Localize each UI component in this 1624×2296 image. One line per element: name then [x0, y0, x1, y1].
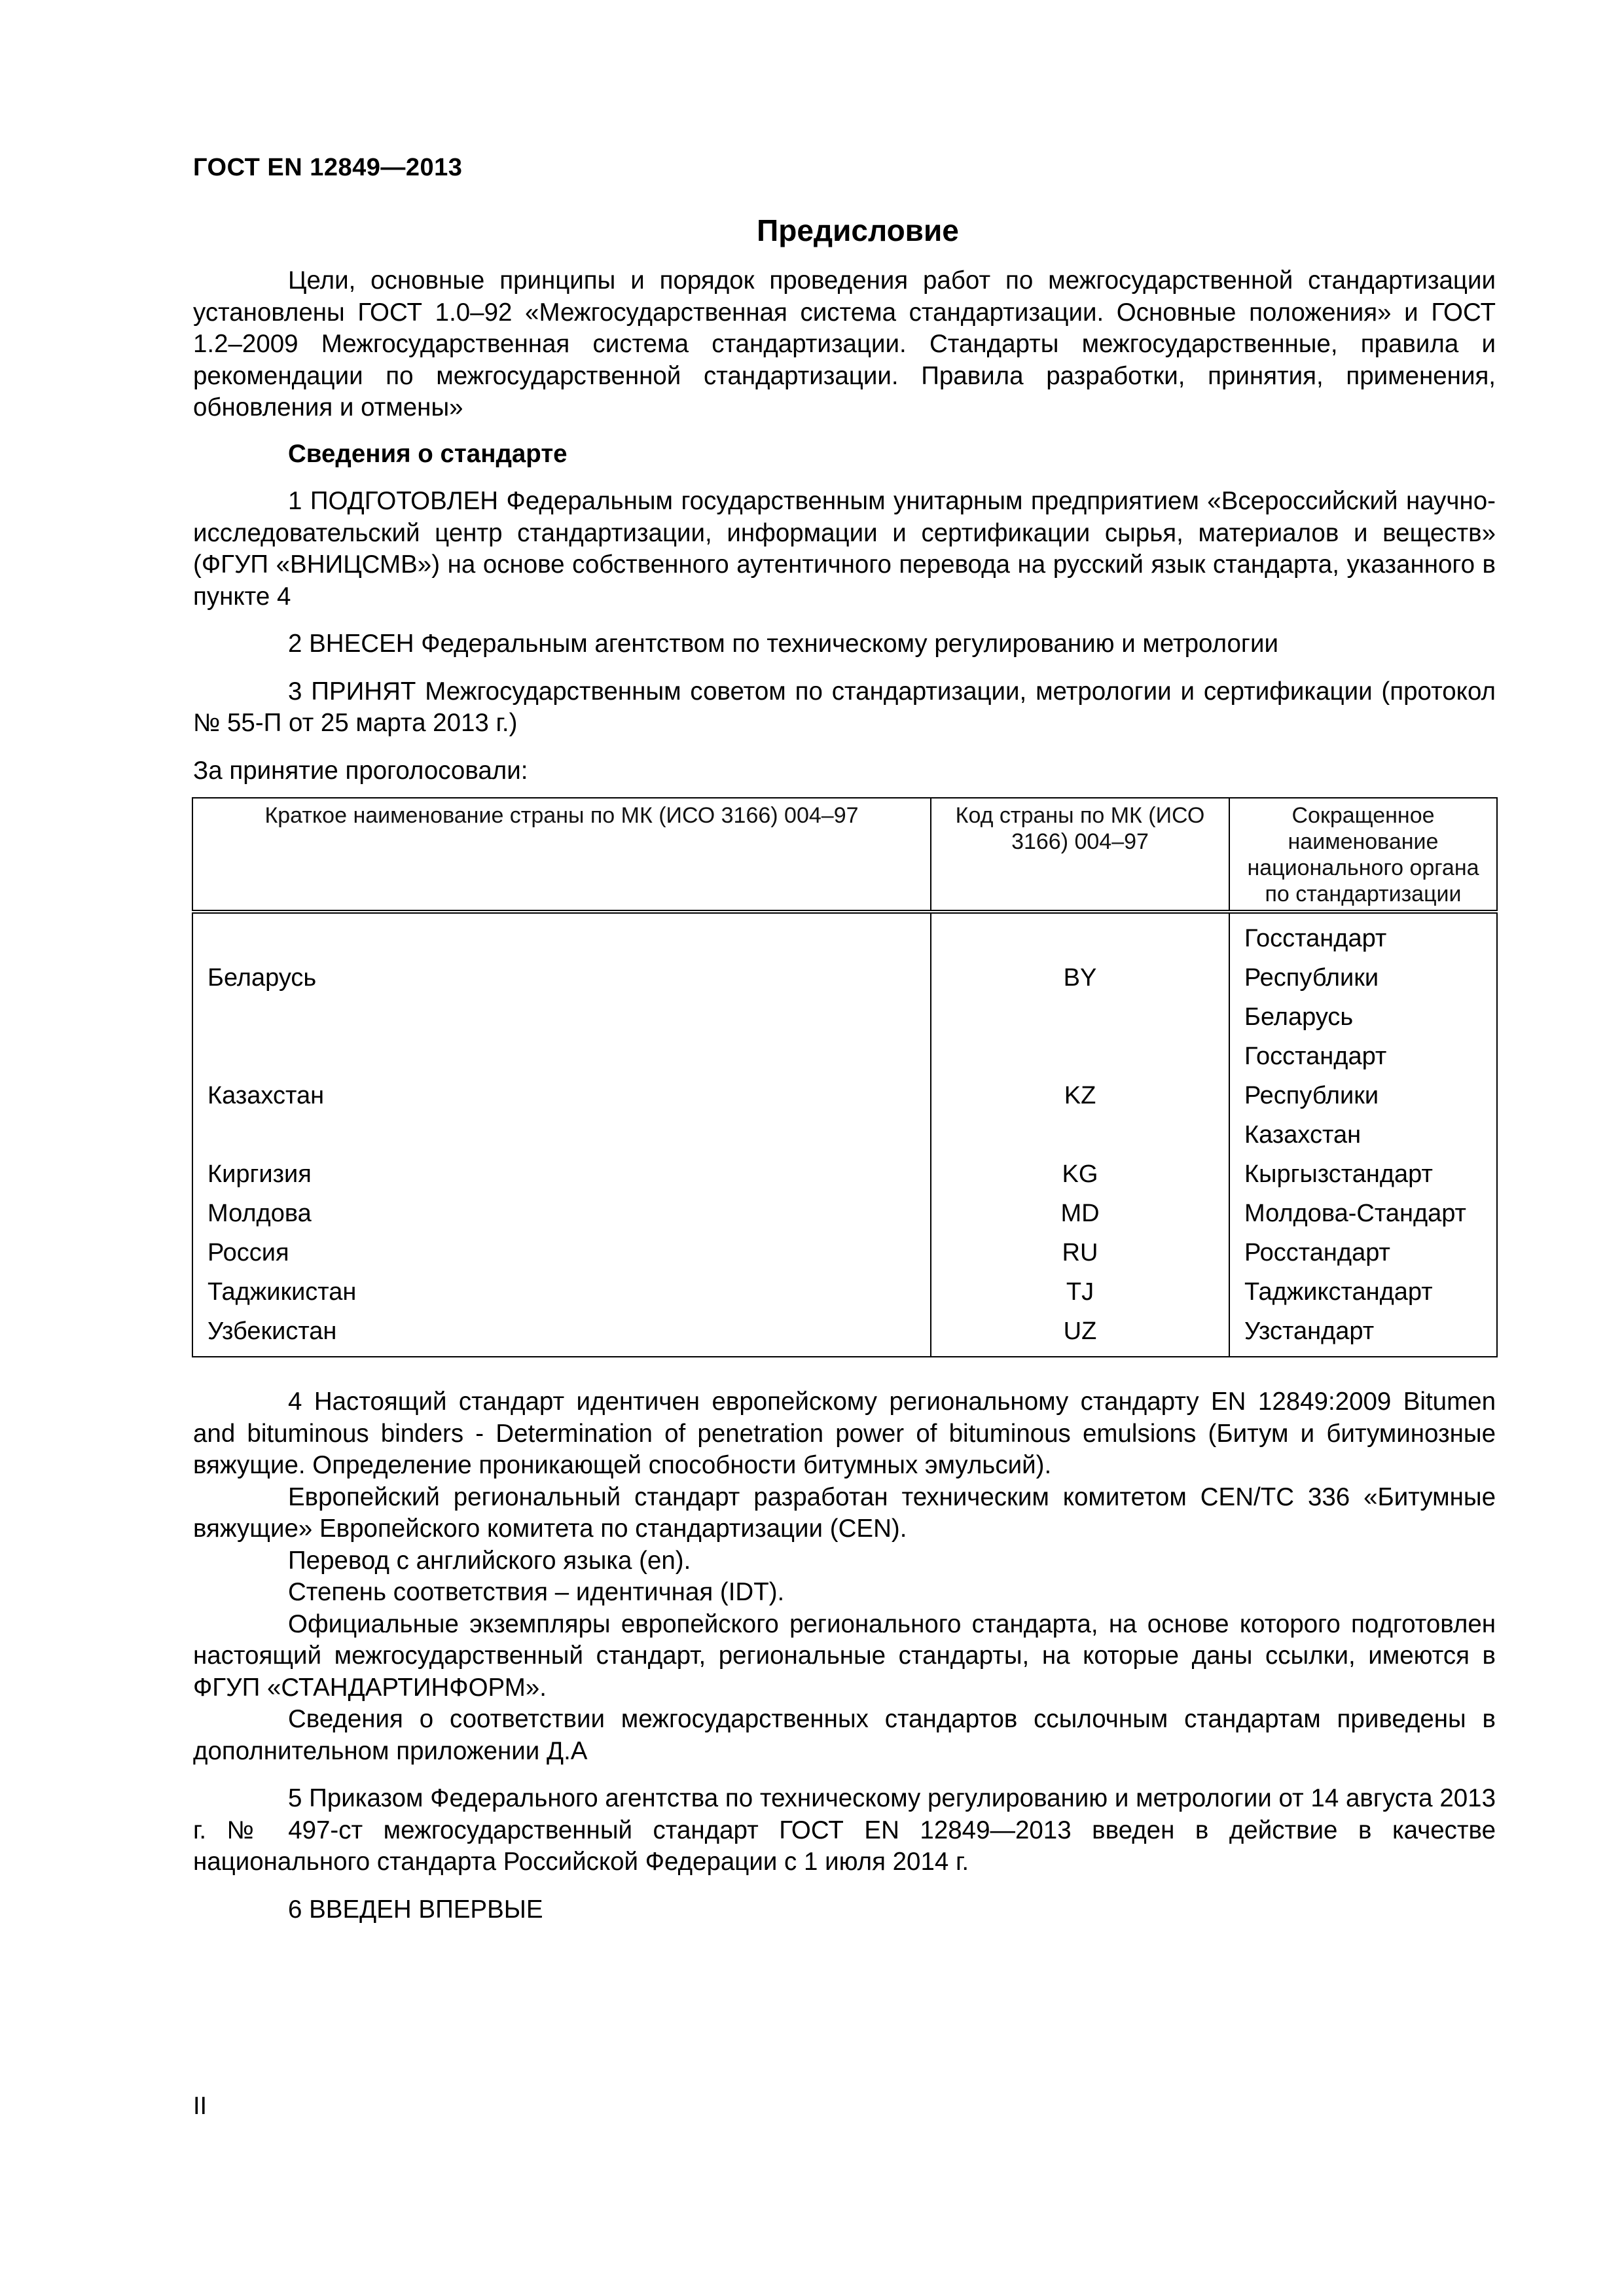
table-header-code: Код страны по МК (ИСО 3166) 004–97 — [931, 798, 1229, 912]
voted-label: За принятие проголосовали: — [193, 756, 528, 785]
table-cell-body: Росстандарт — [1229, 1233, 1497, 1272]
table-cell-country: Киргизия — [192, 1155, 931, 1194]
table-cell-body: Молдова-Стандарт — [1229, 1194, 1497, 1233]
intro-paragraph: Цели, основные принципы и порядок проведения работ по межгосударственной стандартизации установлены ГОСТ 1.0‒92 «Межгосударственная система стандартизации. Основные положения» и ГОСТ 1.2‒2009 Межгосударственная система стандартизации. Стандарты межгосударственные, правила и рекомендации по межгосударственной стандартизации. Правила разработки, принятия, применения, обновления и отмены» — [193, 266, 1496, 422]
table-cell-code: KG — [931, 1155, 1229, 1194]
paragraph-4-translation: Перевод с английского языка (en). — [288, 1546, 691, 1575]
paragraph-4-committee: Европейский региональный стандарт разработан техническим комитетом CEN/TC 336 «Битумные вяжущие» Европейского комитета по стандартизации (CEN). — [193, 1482, 1496, 1543]
table-row — [192, 1194, 1497, 1233]
table-cell-country: Узбекистан — [192, 1312, 931, 1357]
page-title: Предисловие — [757, 213, 959, 247]
table-row — [192, 1312, 1497, 1357]
table-cell-code: KZ — [931, 1037, 1229, 1155]
table-cell-body: Таджикстандарт — [1229, 1272, 1497, 1312]
paragraph-4-conformity: Степень соответствия – идентичная (IDT). — [288, 1578, 785, 1606]
section-heading: Сведения о стандарте — [288, 439, 568, 468]
table-header-country: Краткое наименование страны по МК (ИСО 3166) 004–97 — [192, 798, 931, 912]
table-cell-country: Беларусь — [192, 912, 931, 1037]
page-number: II — [193, 2092, 208, 2120]
table-cell-country: Россия — [192, 1233, 931, 1272]
table-cell-country: Таджикистан — [192, 1272, 931, 1312]
table-cell-code: BY — [931, 912, 1229, 1037]
table-cell-body: Госстандарт Республики Казахстан — [1229, 1037, 1497, 1155]
table-row — [192, 1272, 1497, 1312]
paragraph-1: 1 ПОДГОТОВЛЕН Федеральным государственным унитарным предприятием «Всероссийский научно-исследовательский центр стандартизации, информации и сертификации сырья, материалов и веществ» (ФГУП «ВНИЦСМВ») на основе собственного аутентичного перевода на русский язык стандарта, указанного в пункте 4 — [193, 487, 1496, 611]
document-body — [193, 265, 1496, 1926]
table-header-body: Сокращенное наименование национального органа по стандартизации — [1229, 798, 1497, 912]
table-cell-code: UZ — [931, 1312, 1229, 1357]
paragraph-2: 2 ВНЕСЕН Федеральным агентством по техническому регулированию и метрологии — [288, 630, 1278, 658]
table-cell-code: MD — [931, 1194, 1229, 1233]
table-cell-code: RU — [931, 1233, 1229, 1272]
paragraph-4-references: Сведения о соответствии межгосударственных стандартов ссылочным стандартам приведены в дополнительном приложении Д.А — [193, 1705, 1496, 1765]
document-code-header: ГОСТ EN 12849—2013 — [193, 154, 463, 181]
paragraph-4-official-copies: Официальные экземпляры европейского регионального стандарта, на основе которого подготовлен настоящий межгосударственный стандарт, региональные стандарты, на которые даны ссылки, имеются в ФГУП «СТАНДАРТИНФОРМ». — [193, 1609, 1496, 1702]
table-header-row — [192, 798, 1497, 912]
table-row — [192, 912, 1497, 1037]
table-cell-body: Госстандарт Республики Беларусь — [1229, 912, 1497, 1037]
table-cell-code: TJ — [931, 1272, 1229, 1312]
table-cell-country: Молдова — [192, 1194, 931, 1233]
paragraph-4: 4 Настоящий стандарт идентичен европейскому региональному стандарту EN 12849:2009 Bitumen and bituminous binders - Determination of penetration power of bituminous emulsions (Битум и битуминозные вяжущие. Определение проникающей способности битумных эмульсий). — [193, 1388, 1496, 1479]
table-row — [192, 1155, 1497, 1194]
table-cell-body: Узстандарт — [1229, 1312, 1497, 1357]
table-row — [192, 1233, 1497, 1272]
table-row — [192, 1037, 1497, 1155]
table-cell-country: Казахстан — [192, 1037, 931, 1155]
paragraph-3: 3 ПРИНЯТ Межгосударственным советом по стандартизации, метрологии и сертификации (протокол № 55-П от 25 марта 2013 г.) — [193, 677, 1496, 737]
paragraph-6: 6 ВВЕДЕН ВПЕРВЫЕ — [288, 1895, 543, 1924]
paragraph-5: 5 Приказом Федерального агентства по техническому регулированию и метрологии от 14 августа 2013 г. № 497-ст межгосударственный стандарт ГОСТ EN 12849—2013 введен в действие в качестве национального стандарта Российской Федерации с 1 июля 2014 г. — [193, 1784, 1496, 1876]
table-cell-body: Кыргызстандарт — [1229, 1155, 1497, 1194]
countries-table — [192, 797, 1498, 1357]
